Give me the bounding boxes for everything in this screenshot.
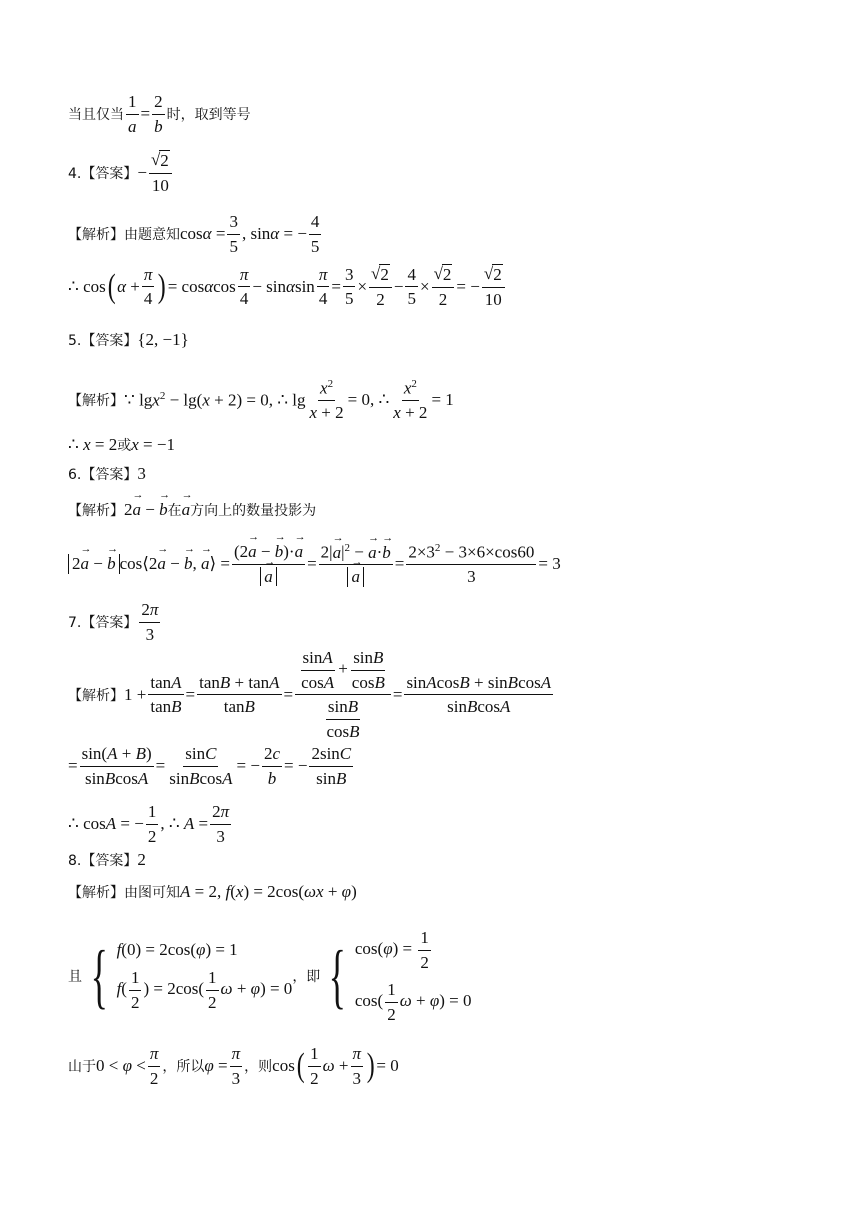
q8-label: 8.【答案】 xyxy=(68,853,138,869)
fraction: √ 2 10 xyxy=(149,150,172,195)
text-when: 当且仅当 xyxy=(68,107,124,124)
q5-expl-label: 【解析】 xyxy=(68,393,124,410)
q7-explanation-line1: 【解析】 1 + $\frac{\tan A}{\tan B}$ = $\frac{\tan B + \tan A}{\tan B}$ = $\frac{\sin A}{\cos A}$ + $\frac{\sin B}{\cos B}$ $\frac{\sin B}{\cos B}$ = $\frac{\text{sinAcosB + sinBcosA}}{\text{sinBcosA}}$ xyxy=(68,648,552,741)
text-or: 或 xyxy=(117,438,132,454)
text-projection: 方向上的数量投影为 xyxy=(190,503,317,519)
q6-answer-line xyxy=(68,464,146,484)
q4-answer-line: 4.【答案】 − √ 2 10 xyxy=(68,150,174,195)
q5-explanation-line2: ∴ x = 2 或 x = −1 xyxy=(68,435,175,454)
text-equality: 时，取到等号 xyxy=(166,107,251,124)
text-since: 山于 xyxy=(68,1059,96,1076)
q6-expl-label: 【解析】 xyxy=(68,503,124,519)
q7-explanation-line3: ∴ cosA = − $\frac{1}{2}$ , ∴ A = $\frac{2\pi}{3}$ xyxy=(68,802,230,846)
text-ie: ，即 xyxy=(292,969,321,986)
q6-explanation-line2: 2→ a − → b cos⟨2→ a − → b, → a⟩ = (2→ a − → b)·→ a → a = $2|\to a|^2$ − → a·→ b → a = $\frac{2\times 3^2 - 3\times 6\times\cos 60}{3}$ = 3 xyxy=(68,542,561,587)
q6-answer: 3 xyxy=(137,464,146,483)
q7-answer-line: 7.【答案】 $\frac{2\pi}{3}$ xyxy=(68,600,159,644)
q5-label: 5.【答案】 xyxy=(68,333,138,349)
q8-explanation-system: 且 { f(0) = 2cos(φ) = 1 f( $\frac{1}{2}$ ) = 2cos( $\frac{1}{2}$ ω + φ) = 0 ，即 { cos(φ) = $\frac{1}{2}$ cos( $\frac{1}{2}$ ω + φ) = 0 xyxy=(68,928,472,1024)
q5-answer-line: 5.【答案】 {2, −1} xyxy=(68,330,189,349)
q7-expl-label: 【解析】 xyxy=(68,687,124,704)
line-equality-condition: 当且仅当 $\frac{1}{a}$ = $\frac{2}{b}$ 时，取到等号 xyxy=(68,92,251,136)
q4-explanation-line2: ∴ cos ( α + $\frac{\pi}{4}$ ) = cosαcos $\frac{\pi}{4}$ − sinαsin $\frac{\pi}{4}$ = $\frac{3}{5}$ × √ 2 2 − $\frac{4}{5}$ × √ 2 2 = − √ 2 10 xyxy=(68,264,507,309)
q5-explanation-line1: 【解析】 ∵ lgx$^2$ − lg(x + 2) = 0, ∴ lg $\frac{x^2}{x + 2}$ = 0, ∴ $\frac{x^2}{x + 2}$ = 1 xyxy=(68,378,454,423)
q4-explanation-line1: 【解析】由题意知 cosα = $\frac{3}{5}$ , sinα = − $\frac{4}{5}$ xyxy=(68,212,320,256)
q8-answer-line xyxy=(68,850,146,870)
q8-answer: 2 xyxy=(137,850,146,869)
q7-explanation-line2: = $\frac{\sin(A + B)}{\text{sinBcosA}}$ = $\frac{\sin C}{\text{sinBcosA}}$ = − $\frac{2c}{b}$ = − $\frac{2\sin C}{\sin B}$ xyxy=(68,744,352,788)
q8-explanation-line1: 【解析】由图可知 A = 2, f(x) = 2cos(ωx + φ) xyxy=(68,882,357,901)
q6-explanation-line1: 【解析】 2→ a − → b 在 → a 方向上的数量投影为 xyxy=(68,500,316,520)
text-then: ，则 xyxy=(244,1059,273,1076)
q7-label: 7.【答案】 xyxy=(68,615,138,632)
q6-label: 6.【答案】 xyxy=(68,467,138,483)
text-so: ，所以 xyxy=(162,1059,205,1076)
fraction: $\frac{2}{b}$ xyxy=(154,92,163,136)
text-in: 在 xyxy=(167,503,182,519)
q8-explanation-line3: 山于 0 < φ < $\frac{\pi}{2}$ ，所以 φ = $\frac{\pi}{3}$ ，则 cos ( $\frac{1}{2}$ ω + $\frac{\pi}{3}$ ) = 0 xyxy=(68,1044,399,1088)
fraction: $\frac{1}{a}$ xyxy=(128,92,137,136)
text-and: 且 xyxy=(68,969,82,986)
q4-label: 4.【答案】 xyxy=(68,165,138,182)
q8-expl-label: 【解析】由图可知 xyxy=(68,885,180,901)
q4-expl-label: 【解析】由题意知 xyxy=(68,227,180,244)
